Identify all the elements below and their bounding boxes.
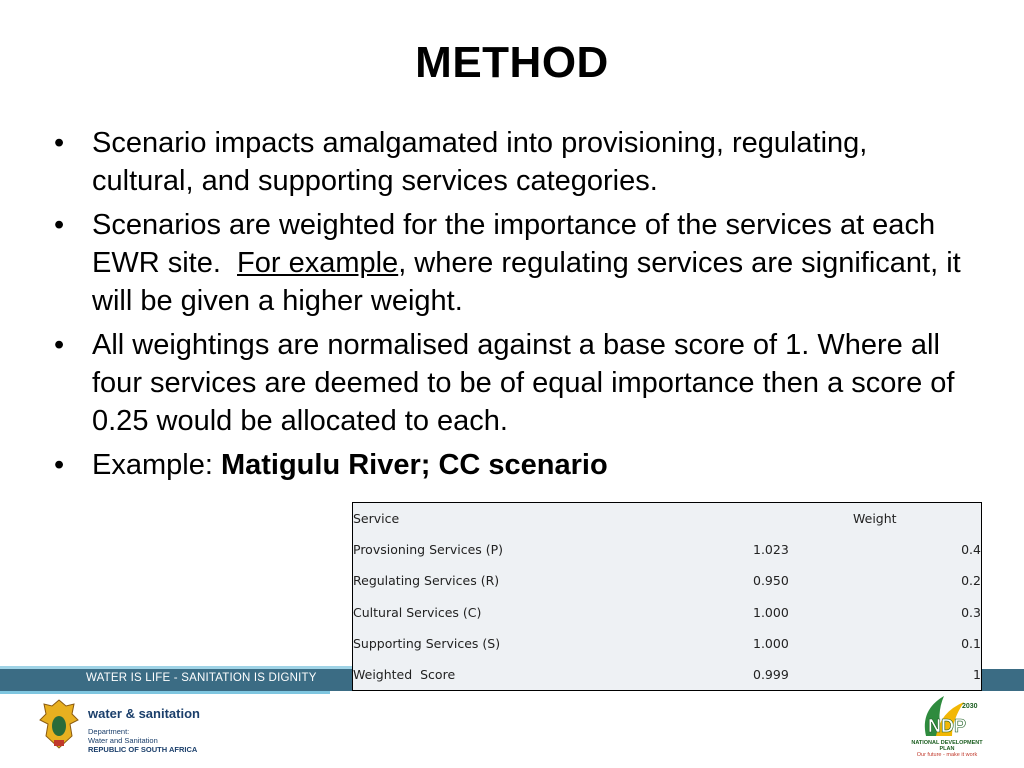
- service-cell: Weighted Score: [353, 666, 456, 682]
- bullet-marker: •: [54, 449, 65, 481]
- table-header-row: [353, 503, 982, 535]
- weight-cell: 0.3: [961, 604, 981, 620]
- ndp-tagline: Our future - make it work: [916, 752, 978, 758]
- slide-title: METHOD: [415, 38, 609, 87]
- weight-cell: 0.1: [961, 635, 981, 651]
- bullet-text-continued: , where regulating services are significant, it will be given a higher weight.: [92, 247, 961, 317]
- coat-of-arms-icon: [36, 696, 82, 754]
- bullet-prefix: Example:: [92, 449, 221, 481]
- bullet-marker: •: [54, 329, 65, 361]
- ndp-line: NATIONAL DEVELOPMENT PLAN: [911, 740, 983, 752]
- table-row: [353, 534, 982, 565]
- bullet-marker: •: [54, 127, 65, 159]
- ndp-logo-icon: [906, 692, 988, 740]
- department-title: water & sanitation: [88, 706, 200, 721]
- weight-cell: 0.4: [961, 542, 981, 558]
- table-row: [353, 565, 982, 596]
- bullet-item: [54, 326, 974, 440]
- score-cell: 0.999: [753, 666, 789, 682]
- service-cell: Supporting Services (S): [353, 635, 501, 651]
- ndp-letters: NDP: [927, 716, 967, 736]
- weight-cell: 1: [973, 666, 981, 682]
- bullet-text: All weightings are normalised against a base score of 1. Where all four services are deemed to be of equal importance then a score of 0.25 would be allocated to each.: [92, 329, 955, 437]
- footer-slogan: WATER IS LIFE - SANITATION IS DIGNITY: [86, 672, 317, 684]
- underlined-phrase: For example: [237, 247, 399, 279]
- department-line: Department:: [88, 727, 130, 736]
- ndp-year: 2030: [962, 703, 978, 710]
- score-cell: 0.950: [753, 573, 789, 589]
- table-row: [353, 628, 982, 659]
- bullet-item: [54, 124, 974, 200]
- score-cell: 1.023: [753, 542, 789, 558]
- bullet-item: [54, 206, 974, 320]
- example-name: Matigulu River; CC scenario: [220, 449, 608, 481]
- bullet-list: [54, 124, 974, 490]
- department-line: Water and Sanitation: [88, 736, 158, 745]
- department-logo-text: [88, 706, 200, 754]
- table-row: [353, 659, 982, 691]
- header-service: Service: [353, 511, 400, 527]
- bullet-text: Scenario impacts amalgamated into provisioning, regulating, cultural, and supporting services categories.: [92, 127, 868, 197]
- header-weight: Weight: [853, 511, 897, 527]
- weight-cell: 0.2: [961, 573, 981, 589]
- bullet-item: [54, 446, 974, 484]
- service-cell: Regulating Services (R): [353, 573, 500, 589]
- table-row: [353, 596, 982, 627]
- weights-table: [352, 502, 982, 691]
- bullet-text: Scenarios are weighted for the importance of the services at each EWR site.: [92, 209, 944, 279]
- service-cell: Cultural Services (C): [353, 604, 482, 620]
- department-country: REPUBLIC OF SOUTH AFRICA: [88, 745, 198, 754]
- score-cell: 1.000: [753, 635, 789, 651]
- service-cell: Provsioning Services (P): [353, 542, 504, 558]
- footer-band-accent: [0, 691, 330, 694]
- bullet-marker: •: [54, 209, 65, 241]
- score-cell: 1.000: [753, 604, 789, 620]
- ndp-caption: [906, 740, 988, 758]
